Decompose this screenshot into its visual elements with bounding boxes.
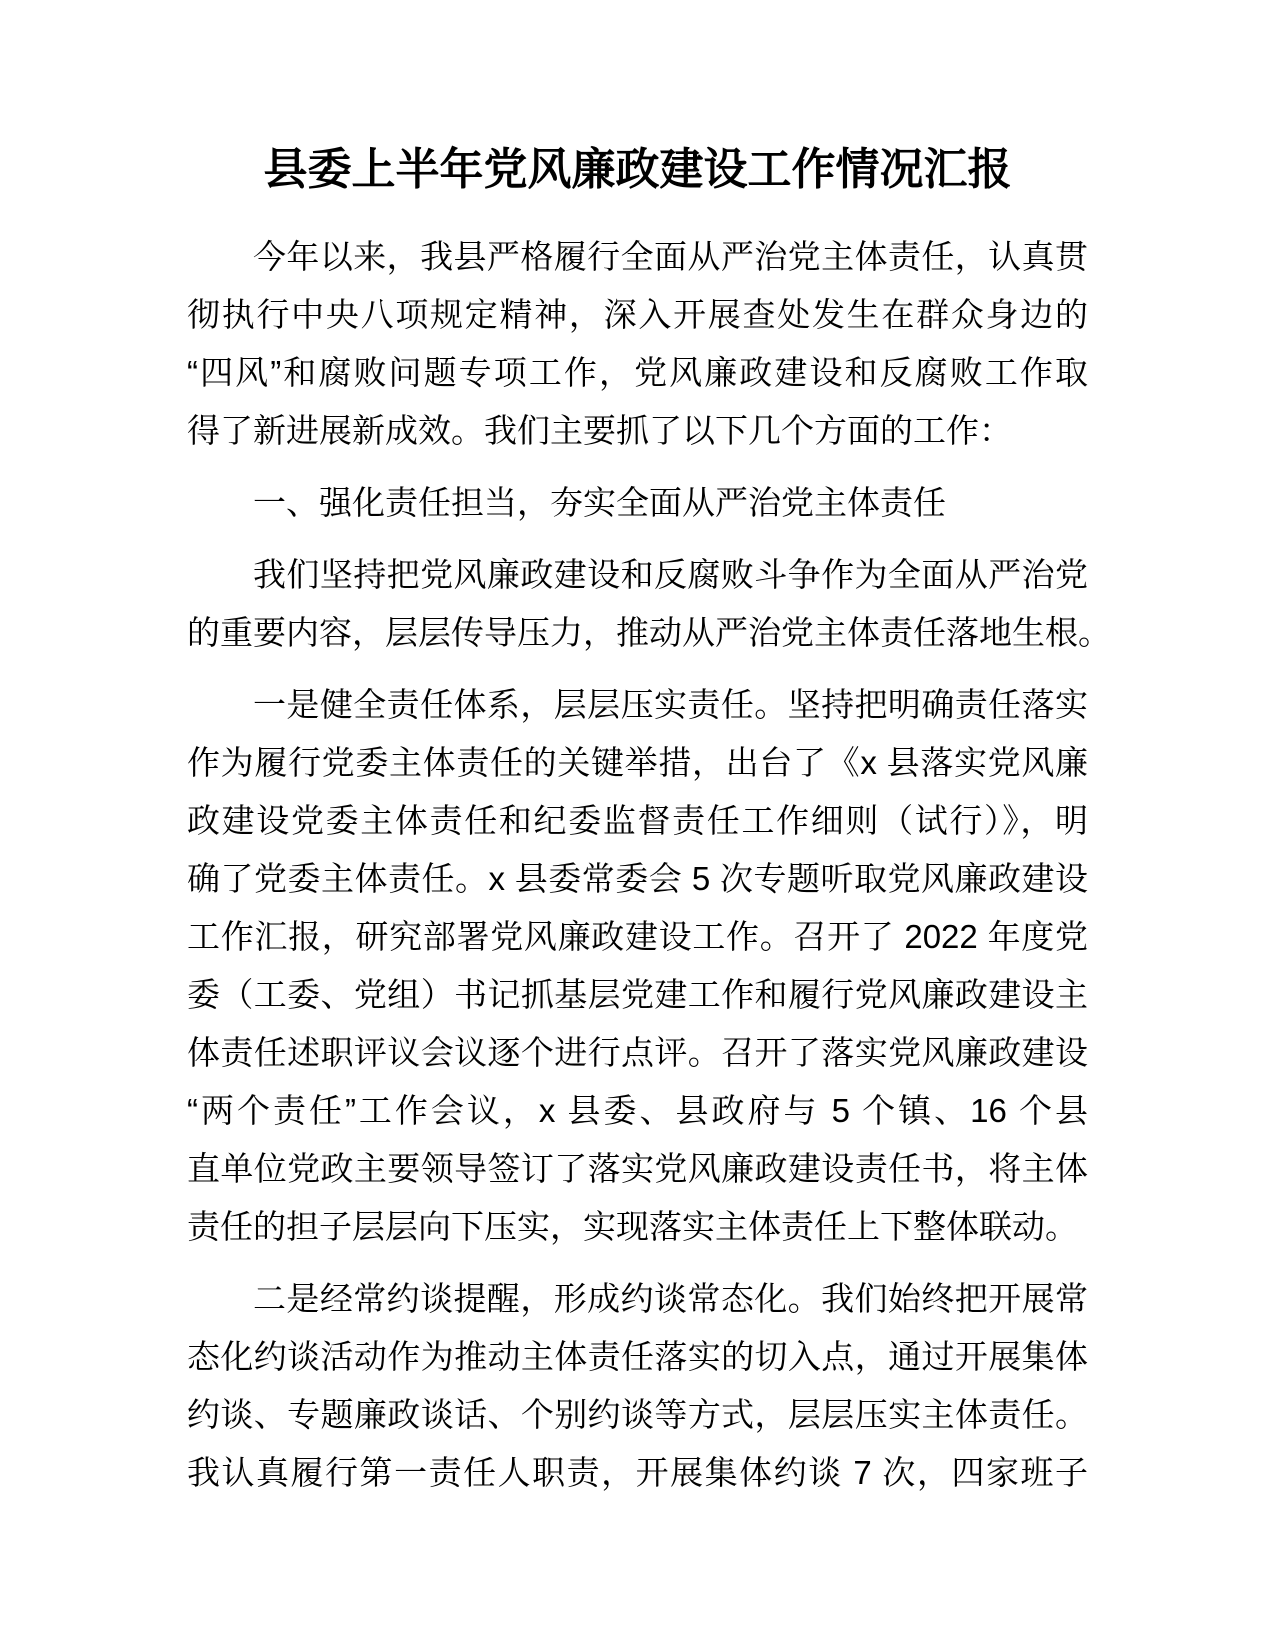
text-line: 二是经常约谈提醒，形成约谈常态化。我们始终把开展常: [253, 1280, 1088, 1317]
document-body: [187, 228, 1111, 1502]
text-line: 约谈、专题廉政谈话、个别约谈等方式，层层压实主体责任。: [187, 1396, 1088, 1433]
paragraph: [187, 228, 1088, 460]
text-line: 确了党委主体责任。x 县委常委会 5 次专题听取党风廉政建设: [187, 860, 1088, 897]
text-line: “四风”和腐败问题专项工作，党风廉政建设和反腐败工作取: [187, 354, 1088, 391]
text-line: 责任的担子层层向下压实，实现落实主体责任上下整体联动。: [187, 1208, 1078, 1245]
text-line: 彻执行中央八项规定精神，深入开展查处发生在群众身边的: [187, 296, 1088, 333]
text-line: 体责任述职评议会议逐个进行点评。召开了落实党风廉政建设: [187, 1034, 1088, 1071]
text-line: 政建设党委主体责任和纪委监督责任工作细则（试行）》，明: [187, 802, 1088, 839]
paragraph: [187, 1270, 1088, 1502]
text-line: 一是健全责任体系，层层压实责任。坚持把明确责任落实: [253, 686, 1088, 723]
text-line: 委（工委、党组）书记抓基层党建工作和履行党风廉政建设主: [187, 976, 1088, 1013]
text-line: 工作汇报，研究部署党风廉政建设工作。召开了 2022 年度党: [187, 918, 1088, 955]
document-title: 县委上半年党风廉政建设工作情况汇报: [263, 145, 1012, 194]
text-line: 我们坚持把党风廉政建设和反腐败斗争作为全面从严治党: [253, 556, 1088, 593]
text-line: 得了新进展新成效。我们主要抓了以下几个方面的工作：: [187, 412, 1012, 449]
text-line: 我认真履行第一责任人职责，开展集体约谈 7 次，四家班子: [187, 1454, 1088, 1491]
paragraph: [187, 546, 1111, 662]
document-content: [187, 140, 1111, 1516]
paragraph: [187, 676, 1088, 1256]
text-line: 直单位党政主要领导签订了落实党风廉政建设责任书，将主体: [187, 1150, 1088, 1187]
text-line: 态化约谈活动作为推动主体责任落实的切入点，通过开展集体: [187, 1338, 1088, 1375]
text-line: 的重要内容，层层传导压力，推动从严治党主体责任落地生根。: [187, 614, 1111, 651]
text-line: 今年以来，我县严格履行全面从严治党主体责任，认真贯: [253, 238, 1088, 275]
text-line: “两个责任”工作会议，x 县委、县政府与 5 个镇、16 个县: [187, 1092, 1088, 1129]
text-line: 一、强化责任担当，夯实全面从严治党主体责任: [253, 484, 946, 521]
section-heading: [187, 474, 1088, 532]
text-line: 作为履行党委主体责任的关键举措，出台了《x 县落实党风廉: [187, 744, 1088, 781]
